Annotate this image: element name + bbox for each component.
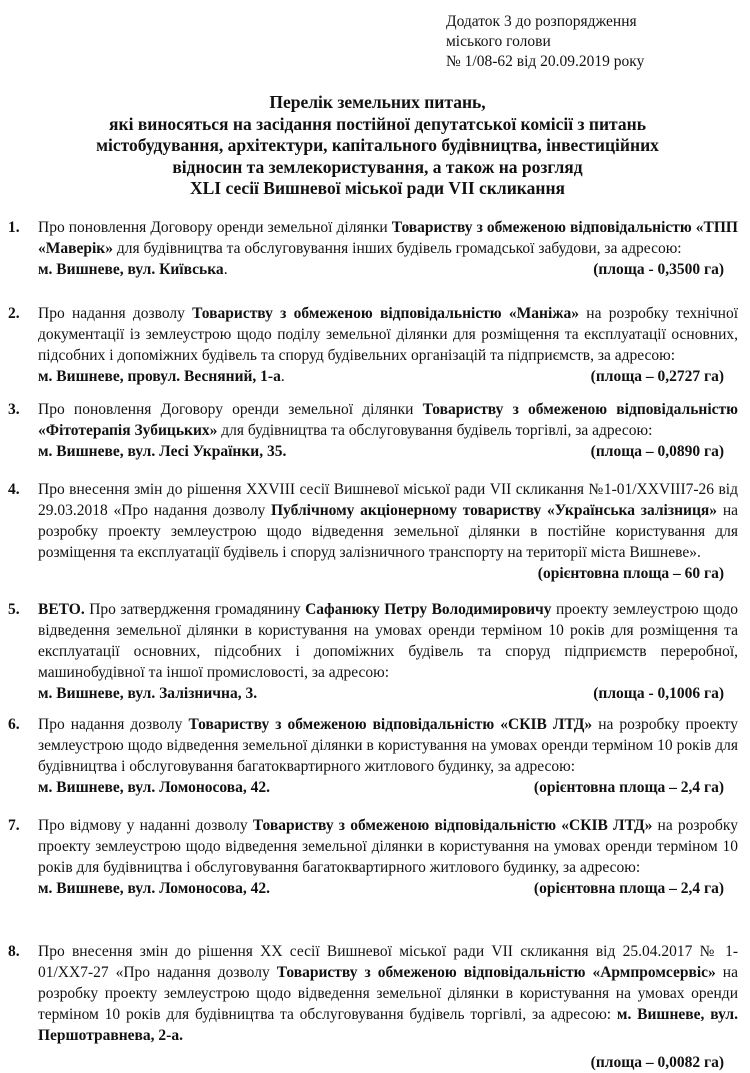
appendix-note-line: Додаток 3 до розпорядження: [446, 13, 637, 30]
item-text-part: на розробку проекту землеустрою щодо відведення земельної ділянки в користування на умовах оренди терміном 10 років для будівництва і обслуговування багатоквартирного житлового будинку, за адресою:: [38, 817, 738, 876]
item-number: 3.: [8, 401, 20, 418]
item-area: (площа – 0,2727 га): [590, 368, 724, 385]
item-number: 5.: [8, 601, 20, 618]
list-item: [8, 479, 738, 584]
item-area: (площа – 0,0082 га): [590, 1054, 724, 1071]
item-text-part: Про відмову у наданні дозволу: [38, 817, 253, 834]
appendix-note: [446, 12, 736, 72]
list-item: [8, 303, 738, 387]
item-text-part: .: [223, 261, 228, 278]
item-text: [38, 941, 738, 1073]
item-text: [38, 479, 738, 584]
item-text-part: .: [280, 368, 285, 385]
item-address: м. Вишневе, вул. Ломоносова, 42.: [38, 880, 271, 897]
document-title: [40, 92, 715, 200]
title-line: Перелік земельних питань,: [269, 92, 486, 112]
item-area: (орієнтовна площа – 2,4 га): [533, 880, 724, 897]
item-text: [38, 399, 738, 462]
title-line: XLI сесії Вишневої міської ради VII скликання: [189, 178, 566, 198]
item-last-line: [38, 683, 738, 704]
item-text-part: на розробку проекту землеустрою щодо відведення земельної ділянки в постійне користування для розміщення та експлуатації будівель і споруд залізничного транспорту на території міста Вишневе».: [38, 502, 738, 561]
list-item: [8, 599, 738, 704]
item-last-line: [38, 878, 738, 899]
item-text-part: Про внесення змін до рішення XXVIII сесії Вишневої міської ради VII скликання №1-01/XXVIII7-26 від 29.03.2018 «Про надання дозволу: [38, 481, 738, 519]
item-party: Сафанюку Петру Володимировичу: [305, 601, 552, 618]
item-number: 8.: [8, 943, 20, 960]
item-area: (орієнтовна площа – 2,4 га): [533, 779, 724, 796]
item-party: Публічному акціонерному товариству «Українська залізниця»: [270, 502, 718, 519]
item-number: 1.: [8, 219, 20, 236]
item-address: м. Вишневе, вул. Київська: [38, 261, 224, 278]
item-party: Товариству з обмеженою відповідальністю «СКІВ ЛТД»: [188, 716, 593, 733]
item-text-part: Про затвердження громадянину: [84, 601, 306, 618]
item-text-part: для будівництва та обслуговування будівель торгівлі, за адресою:: [217, 422, 653, 439]
item-address: м. Вишневе, вул. Залізнична, 3.: [38, 685, 258, 702]
item-address: м. Вишневе, вул. Ломоносова, 42.: [38, 779, 271, 796]
veto-label: ВЕТО.: [38, 601, 85, 618]
item-area: (орієнтовна площа – 60 га): [537, 565, 724, 582]
item-address: м. Вишневе, вул. Першотравнева, 2-а.: [38, 1006, 738, 1044]
item-party: Товариству з обмеженою відповідальністю «СКІВ ЛТД»: [252, 817, 653, 834]
item-last-line: [38, 777, 738, 798]
item-text-part: проекту землеустрою щодо відведення земельної ділянки в користування на умовах оренди терміном 10 років для розміщення та експлуатації основних, підсобних і допоміжних будівель та споруд підприємств переробної, машинобудівної та іншої промисловості, за адресою:: [38, 601, 738, 681]
item-address: м. Вишневе, вул. Лесі Українки, 35.: [38, 443, 287, 460]
item-last-line: [38, 441, 738, 462]
item-number: 2.: [8, 305, 20, 322]
item-text-part: Про надання дозволу: [38, 716, 189, 733]
item-text-part: Про поновлення Договору оренди земельної ділянки: [38, 219, 392, 236]
appendix-note-line: № 1/08-62 від 20.09.2019 року: [446, 53, 645, 70]
list-item: [8, 217, 738, 280]
list-item: [8, 714, 738, 798]
list-item: [8, 941, 738, 1073]
item-area: (площа – 0,0890 га): [590, 443, 724, 460]
item-text-part: Про поновлення Договору оренди земельної ділянки: [38, 401, 423, 418]
item-text-part: Про надання дозволу: [38, 305, 193, 322]
item-text-part: на розробку проекту землеустрою щодо відведення земельної ділянки в користування на умовах оренди терміном 10 років для будівництва і обслуговування багатоквартирного житлового будинку, за адресою:: [38, 716, 738, 775]
item-text-part: на розробку технічної документації із землеустрою щодо поділу земельної ділянки для розміщення та експлуатації основних, підсобних і допоміжних будівель та споруд будівельних організацій та підприємств, за адресою:: [38, 305, 738, 364]
list-item: [8, 399, 738, 462]
appendix-note-line: міського голови: [446, 33, 551, 50]
item-party: Товариству з обмеженою відповідальністю «ТПП «Маверік»: [38, 219, 738, 257]
item-number: 4.: [8, 481, 20, 498]
item-party: Товариству з обмеженою відповідальністю «Маніжа»: [192, 305, 580, 322]
item-text: [38, 303, 738, 387]
item-text: [38, 599, 738, 704]
item-area: (площа - 0,1006 га): [593, 685, 724, 702]
item-text-part: Про внесення змін до рішення XX сесії Вишневої міської ради VII скликання від 25.04.2017 № 1-01/XX7-27 «Про надання дозволу: [38, 943, 738, 981]
title-line: відносин та землекористування, а також на розгляд: [172, 156, 583, 177]
item-number: 6.: [8, 716, 20, 733]
item-text: [38, 815, 738, 899]
item-party: Товариству з обмеженою відповідальністю «Фітотерапія Зубицьких»: [38, 401, 738, 439]
item-number: 7.: [8, 817, 20, 834]
item-address: м. Вишневе, провул. Весняний, 1-а: [38, 368, 281, 385]
item-text: [38, 217, 738, 280]
item-area-line: [38, 1052, 738, 1073]
item-party: Товариству з обмеженою відповідальністю «Армпромсервіс»: [276, 964, 716, 981]
title-line: які виносяться на засідання постійної депутатської комісії з питань: [109, 113, 646, 134]
item-area: (площа - 0,3500 га): [593, 261, 724, 278]
item-last-line: [38, 259, 738, 280]
item-text-part: на розробку проекту землеустрою щодо відведення земельної ділянки в користування на умовах оренди терміном 10 років для будівництва та обслуговування будівель торгівлі, за адресою:: [38, 964, 738, 1023]
item-text-part: для будівництва та обслуговування інших будівель громадської забудови, за адресою:: [113, 240, 682, 257]
item-area-line: [38, 563, 738, 584]
item-text: [38, 714, 738, 798]
list-item: [8, 815, 738, 899]
item-last-line: [38, 366, 738, 387]
title-line: містобудування, архітектури, капітального будівництва, інвестиційних: [96, 135, 659, 155]
